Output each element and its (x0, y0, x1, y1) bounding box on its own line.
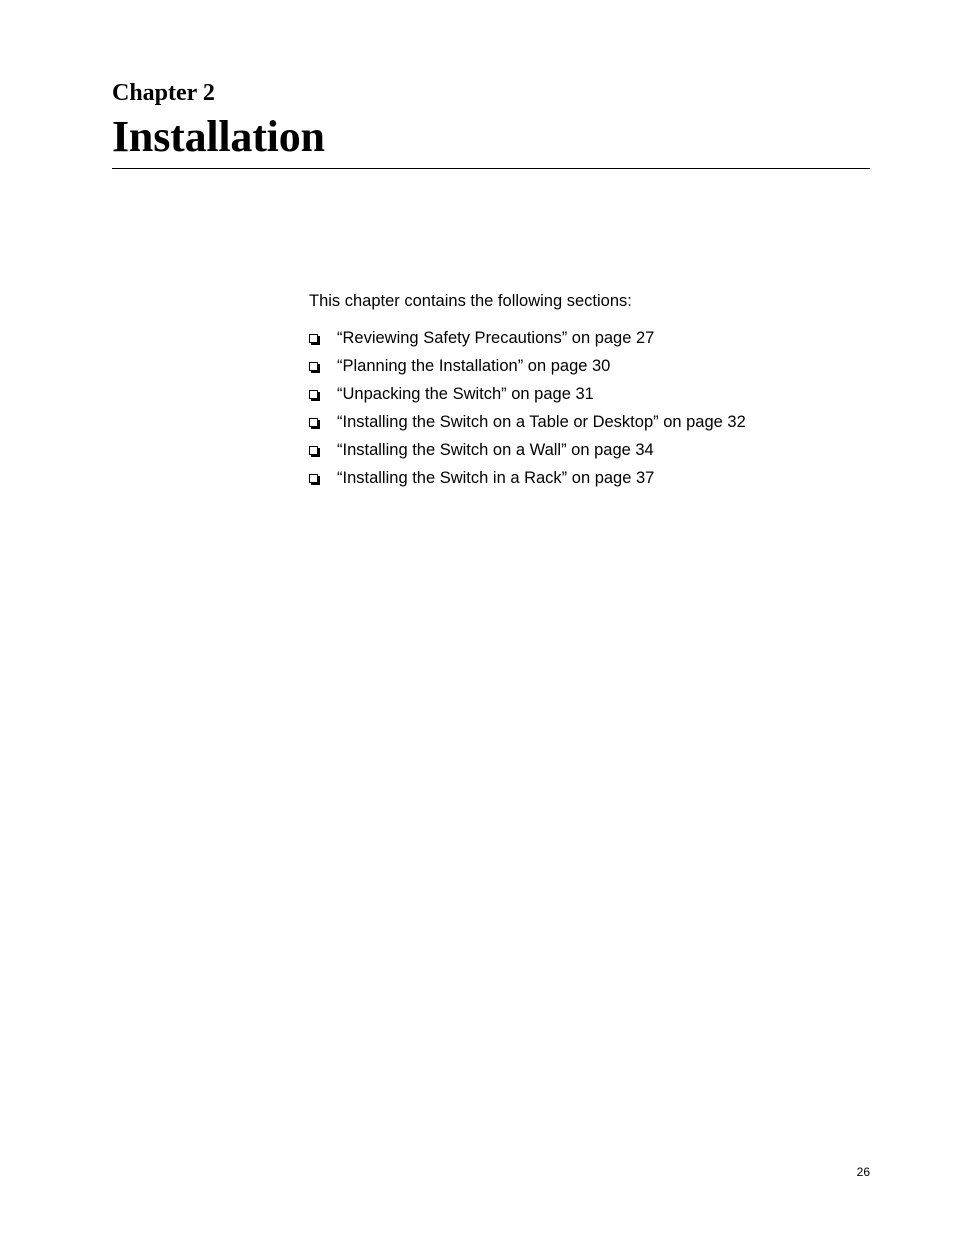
page-number: 26 (856, 1165, 870, 1179)
section-link[interactable]: “Reviewing Safety Precautions” on page 27 (337, 329, 655, 347)
list-item[interactable] (309, 468, 746, 496)
checkbox-bullet-icon (309, 334, 318, 343)
section-link[interactable]: “Installing the Switch on a Wall” on page 34 (337, 441, 654, 459)
section-link[interactable]: “Unpacking the Switch” on page 31 (337, 385, 594, 403)
list-item[interactable] (309, 412, 746, 440)
list-item[interactable] (309, 440, 746, 468)
list-item[interactable] (309, 384, 746, 412)
title-divider (112, 168, 870, 169)
section-link[interactable]: “Installing the Switch on a Table or Desktop” on page 32 (337, 413, 746, 431)
chapter-title: Installation (112, 112, 325, 161)
checkbox-bullet-icon (309, 362, 318, 371)
section-link[interactable]: “Planning the Installation” on page 30 (337, 357, 611, 375)
checkbox-bullet-icon (309, 474, 318, 483)
checkbox-bullet-icon (309, 418, 318, 427)
intro-text: This chapter contains the following sections: (309, 292, 632, 310)
list-item[interactable] (309, 328, 746, 356)
section-list (309, 328, 746, 496)
chapter-label: Chapter 2 (112, 80, 215, 106)
section-link[interactable]: “Installing the Switch in a Rack” on page 37 (337, 469, 655, 487)
checkbox-bullet-icon (309, 390, 318, 399)
list-item[interactable] (309, 356, 746, 384)
checkbox-bullet-icon (309, 446, 318, 455)
